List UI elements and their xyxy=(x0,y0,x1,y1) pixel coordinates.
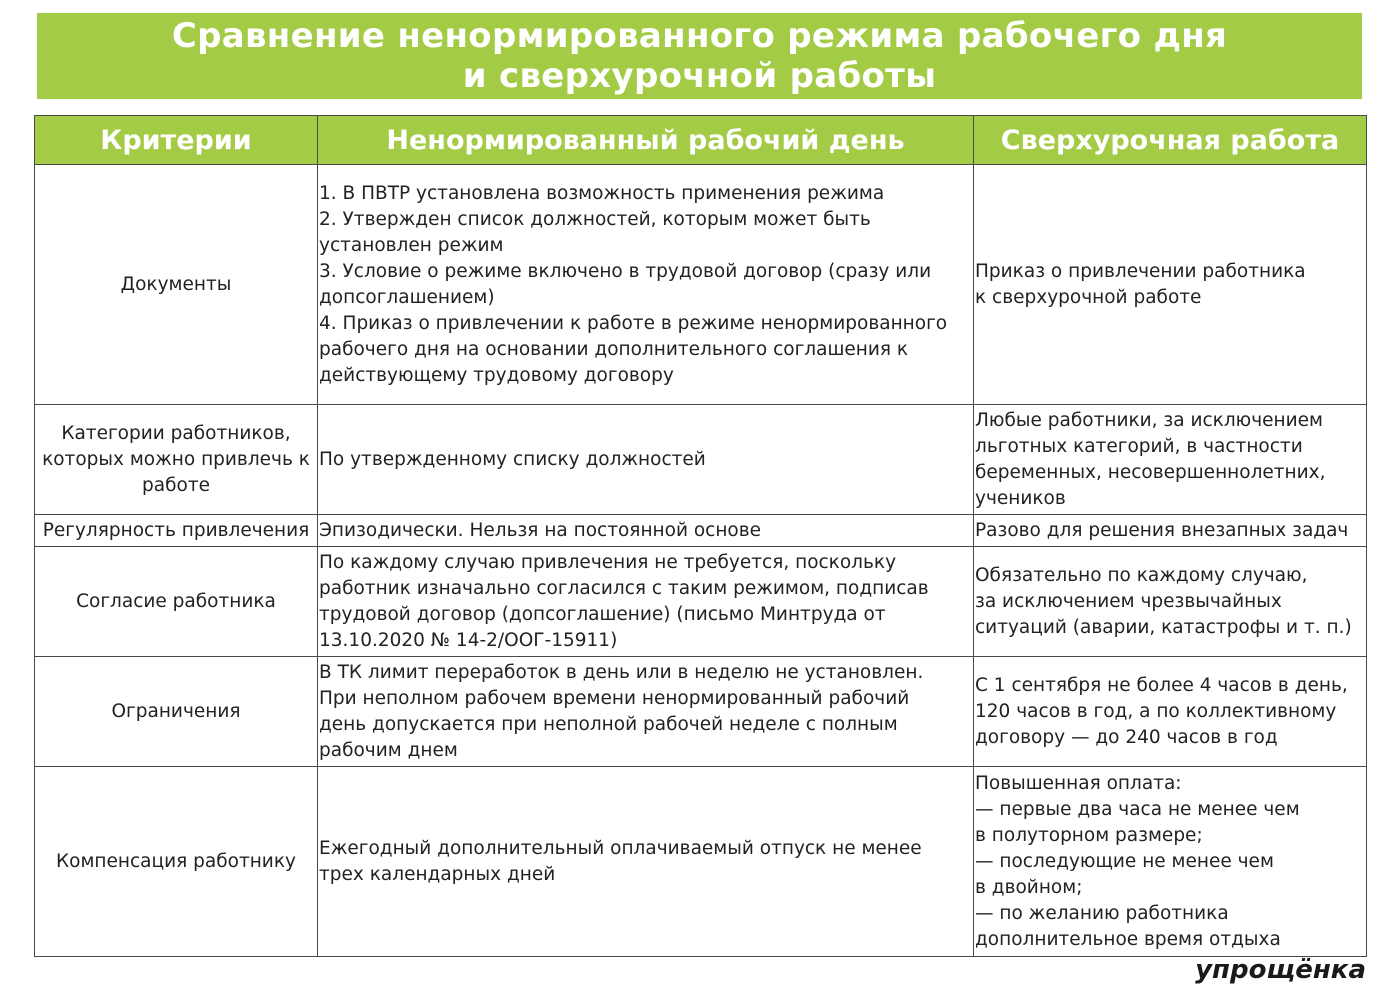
cell-line: дополнительное время отдыха xyxy=(975,928,1281,950)
criterion-cell xyxy=(35,767,318,957)
cell-line: трех календарных дней xyxy=(319,863,556,885)
cell-line: трудовой договор (допсоглашение) (письмо Минтруда от xyxy=(319,603,886,625)
cell-line: договору — до 240 часов в год xyxy=(975,726,1278,748)
header-criteria: Критерии xyxy=(35,116,318,165)
cell-line: Приказ о привлечении работника xyxy=(975,260,1306,282)
overtime-cell xyxy=(974,767,1367,957)
cell-line: рабочего дня на основании дополнительного соглашения к xyxy=(319,338,909,360)
title-line-1: Сравнение ненормированного режима рабочего дня xyxy=(171,16,1228,56)
cell-line: С 1 сентября не более 4 часов в день, xyxy=(975,674,1348,696)
cell-line: Любые работники, за исключением xyxy=(975,409,1324,431)
cell-line: беременных, несовершеннолетних, xyxy=(975,461,1326,483)
cell-line: Категории работников, xyxy=(61,422,291,444)
header-row xyxy=(35,116,1367,165)
title-banner xyxy=(37,13,1362,99)
cell-line: По утвержденному списку должностей xyxy=(319,448,706,470)
title-line-2: и сверхурочной работы xyxy=(462,56,937,96)
cell-line: — первые два часа не менее чем xyxy=(975,798,1300,820)
criterion-cell xyxy=(35,165,318,405)
cell-line: к сверхурочной работе xyxy=(975,286,1202,308)
cell-line: Компенсация работнику xyxy=(56,850,296,872)
criterion-cell xyxy=(35,405,318,515)
cell-line: за исключением чрезвычайных xyxy=(975,590,1282,612)
irregular-day-cell xyxy=(318,547,974,657)
table-row xyxy=(35,547,1367,657)
header-irregular-day: Ненормированный рабочий день xyxy=(318,116,974,165)
header-overtime: Сверхурочная работа xyxy=(974,116,1367,165)
table-row xyxy=(35,767,1367,957)
cell-line: 1. В ПВТР установлена возможность применения режима xyxy=(319,182,885,204)
cell-line: Ограничения xyxy=(111,700,241,722)
cell-line: работник изначально согласился с таким режимом, подписав xyxy=(319,577,929,599)
cell-line: день допускается при неполной рабочей неделе с полным xyxy=(319,713,898,735)
brand-logo: упрощёнка xyxy=(1195,955,1366,985)
cell-line: которых можно привлечь к xyxy=(42,448,310,470)
cell-line: ситуаций (аварии, катастрофы и т. п.) xyxy=(975,616,1352,638)
cell-line: — по желанию работника xyxy=(975,902,1229,924)
overtime-cell xyxy=(974,515,1367,547)
cell-line: — последующие не менее чем xyxy=(975,850,1274,872)
cell-line: работе xyxy=(142,474,210,496)
cell-line: 120 часов в год, а по коллективному xyxy=(975,700,1337,722)
cell-line: рабочим днем xyxy=(319,739,458,761)
criterion-cell xyxy=(35,547,318,657)
cell-line: Разово для решения внезапных задач xyxy=(975,519,1349,541)
overtime-cell xyxy=(974,165,1367,405)
cell-line: действующему трудовому договору xyxy=(319,364,674,386)
irregular-day-cell xyxy=(318,657,974,767)
overtime-cell xyxy=(974,405,1367,515)
cell-line: учеников xyxy=(975,487,1066,509)
irregular-day-cell xyxy=(318,767,974,957)
cell-line: Ежегодный дополнительный оплачиваемый отпуск не менее xyxy=(319,837,922,859)
overtime-cell xyxy=(974,547,1367,657)
cell-line: льготных категорий, в частности xyxy=(975,435,1303,457)
cell-line: По каждому случаю привлечения не требуется, поскольку xyxy=(319,551,897,573)
irregular-day-cell xyxy=(318,165,974,405)
criterion-cell xyxy=(35,657,318,767)
table-row xyxy=(35,165,1367,405)
cell-line: допсоглашением) xyxy=(319,286,495,308)
cell-line: 3. Условие о режиме включено в трудовой договор (сразу или xyxy=(319,260,932,282)
cell-line: в двойном; xyxy=(975,876,1083,898)
comparison-table xyxy=(34,115,1367,957)
cell-line: При неполном рабочем времени ненормированный рабочий xyxy=(319,687,910,709)
table-row xyxy=(35,515,1367,547)
cell-line: Повышенная оплата: xyxy=(975,772,1182,794)
irregular-day-cell xyxy=(318,515,974,547)
cell-line: в полуторном размере; xyxy=(975,824,1203,846)
cell-line: установлен режим xyxy=(319,234,504,256)
table-row xyxy=(35,405,1367,515)
cell-line: 2. Утвержден список должностей, которым может быть xyxy=(319,208,871,230)
criterion-cell xyxy=(35,515,318,547)
table-row xyxy=(35,657,1367,767)
cell-line: В ТК лимит переработок в день или в неделю не установлен. xyxy=(319,661,924,683)
cell-line: Документы xyxy=(120,273,232,295)
cell-line: Эпизодически. Нельзя на постоянной основе xyxy=(319,519,762,541)
overtime-cell xyxy=(974,657,1367,767)
irregular-day-cell xyxy=(318,405,974,515)
cell-line: Согласие работника xyxy=(76,590,276,612)
cell-line: Регулярность привлечения xyxy=(42,519,310,541)
cell-line: 13.10.2020 № 14-2/ООГ-15911) xyxy=(319,629,618,651)
cell-line: Обязательно по каждому случаю, xyxy=(975,564,1308,586)
cell-line: 4. Приказ о привлечении к работе в режиме ненормированного xyxy=(319,312,948,334)
page-title xyxy=(172,16,1227,96)
